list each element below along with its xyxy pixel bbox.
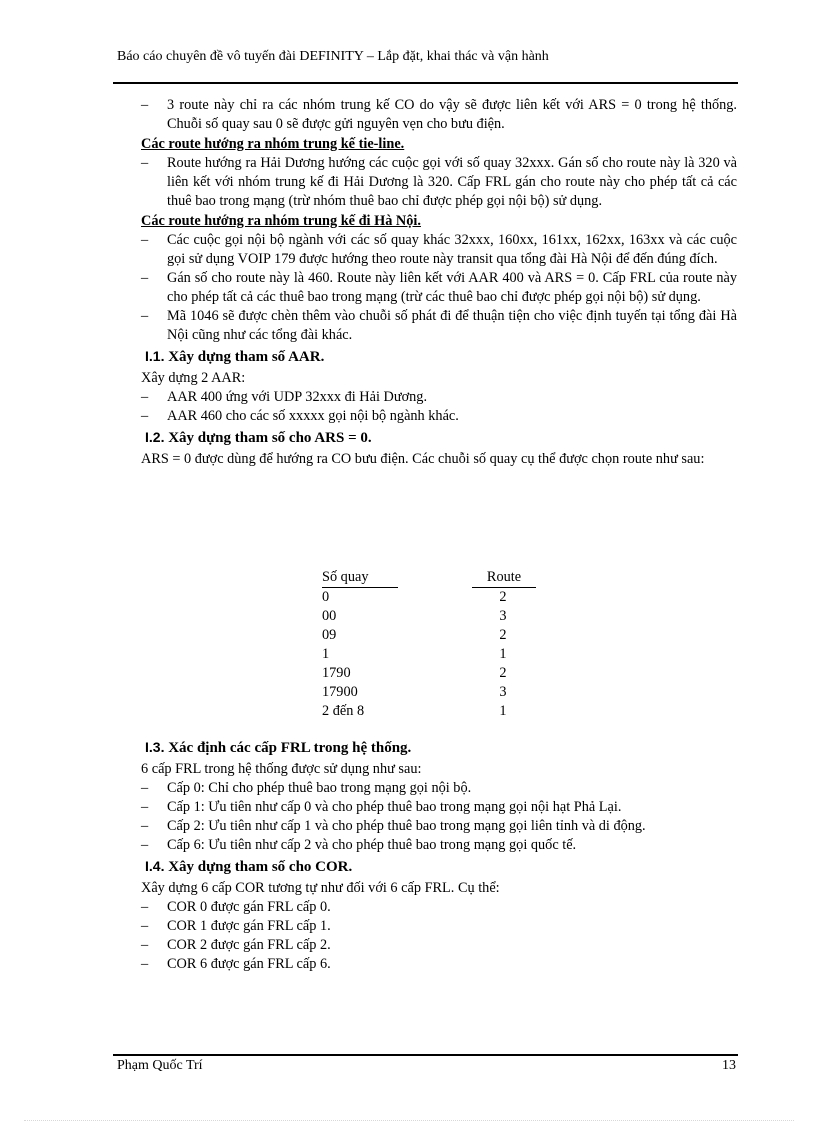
list-item-text: AAR 460 cho các số xxxxx gọi nội bộ ngành khác. — [167, 408, 459, 424]
list-item — [141, 836, 737, 855]
cell-number: 2 đến 8 — [322, 703, 365, 719]
table-header-row — [322, 568, 534, 588]
section-title: Xây dựng tham số cho ARS = 0. — [168, 430, 372, 446]
bullet-dash: – — [141, 155, 149, 171]
bullet-dash: – — [141, 389, 149, 405]
footer-rule — [113, 1054, 738, 1056]
list-item — [141, 955, 737, 974]
section-title: Xây dựng tham số cho COR. — [168, 859, 353, 875]
section-number: I.2. — [145, 429, 165, 445]
table-row — [322, 645, 534, 664]
tie-line-heading: Các route hướng ra nhóm trung kế tie-line. — [141, 136, 405, 152]
cell-route: 3 — [499, 608, 507, 624]
bullet-dash: – — [141, 918, 149, 934]
section-heading-aar — [141, 345, 737, 369]
section-intro: ARS = 0 được dùng để hướng ra CO bưu điện. Các chuỗi số quay cụ thể được chọn route như sau: — [141, 451, 705, 467]
list-item-text: COR 6 được gán FRL cấp 6. — [167, 956, 331, 972]
section-intro: 6 cấp FRL trong hệ thống được sử dụng như sau: — [141, 761, 422, 777]
list-item — [141, 154, 737, 211]
list-item — [141, 779, 737, 798]
column-header-route: Route — [472, 568, 536, 588]
route-table — [322, 568, 534, 721]
column-header-number: Số quay — [322, 568, 398, 588]
lower-content — [141, 736, 737, 974]
list-item — [141, 817, 737, 836]
bullet-dash: – — [141, 780, 149, 796]
page-edge-divider — [24, 1120, 794, 1121]
cell-route: 1 — [499, 646, 507, 662]
section-title: Xác định các cấp FRL trong hệ thống. — [168, 740, 412, 756]
section-intro: Xây dựng 2 AAR: — [141, 370, 246, 386]
section-heading-frl — [141, 736, 737, 760]
list-item-text: Gán số cho route này là 460. Route này liên kết với AAR 400 và ARS = 0. Cấp FRL của route này cho phép tất cả các thuê bao trong mạng (trừ các thuê bao chỉ được phép gọi nội bộ) sử dụng. — [167, 270, 737, 305]
list-item — [141, 798, 737, 817]
bullet-dash: – — [141, 899, 149, 915]
bullet-dash: – — [141, 956, 149, 972]
cell-route: 3 — [499, 684, 507, 700]
cell-number: 0 — [322, 589, 330, 605]
list-item-text: COR 0 được gán FRL cấp 0. — [167, 899, 331, 915]
cell-route: 1 — [499, 703, 507, 719]
bullet-dash: – — [141, 837, 149, 853]
table-row — [322, 664, 534, 683]
section-heading-ars — [141, 426, 737, 450]
list-item — [141, 898, 737, 917]
cell-route: 2 — [499, 665, 507, 681]
cell-route: 2 — [499, 627, 507, 643]
list-item — [141, 936, 737, 955]
page-header: Báo cáo chuyên đề vô tuyến đài DEFINITY – Lắp đặt, khai thác và vận hành — [117, 49, 549, 64]
list-item-text: COR 1 được gán FRL cấp 1. — [167, 918, 331, 934]
cell-number: 17900 — [322, 684, 358, 700]
list-item-text: Cấp 0: Chỉ cho phép thuê bao trong mạng gọi nội bộ. — [167, 780, 472, 796]
table-row — [322, 702, 534, 721]
header-rule — [113, 82, 738, 84]
hanoi-heading: Các route hướng ra nhóm trung kế đi Hà Nội. — [141, 213, 421, 229]
bullet-dash: – — [141, 97, 149, 113]
cell-route: 2 — [499, 589, 507, 605]
cell-number: 09 — [322, 627, 337, 643]
table-row — [322, 607, 534, 626]
cell-number: 00 — [322, 608, 337, 624]
list-item-text: COR 2 được gán FRL cấp 2. — [167, 937, 331, 953]
bullet-dash: – — [141, 232, 149, 248]
bullet-dash: – — [141, 408, 149, 424]
page-number: 13 — [722, 1058, 736, 1073]
list-item-text: AAR 400 ứng với UDP 32xxx đi Hải Dương. — [167, 389, 428, 405]
list-item-text: 3 route này chỉ ra các nhóm trung kế CO do vậy sẽ được liên kết với ARS = 0 trong hệ thống. Chuỗi số quay sau 0 sẽ được gửi nguyên vẹn cho bưu điện. — [167, 97, 737, 132]
list-item — [141, 269, 737, 307]
section-intro: Xây dựng 6 cấp COR tương tự như đối với 6 cấp FRL. Cụ thể: — [141, 880, 500, 896]
table-row — [322, 683, 534, 702]
list-item — [141, 96, 737, 134]
bullet-dash: – — [141, 799, 149, 815]
list-item-text: Cấp 1: Ưu tiên như cấp 0 và cho phép thuê bao trong mạng gọi nội hạt Phả Lại. — [167, 799, 622, 815]
list-item — [141, 388, 737, 407]
bullet-dash: – — [141, 937, 149, 953]
bullet-dash: – — [141, 270, 149, 286]
list-item — [141, 307, 737, 345]
section-number: I.4. — [145, 858, 165, 874]
list-item — [141, 231, 737, 269]
list-item-text: Route hướng ra Hải Dương hướng các cuộc gọi với số quay 32xxx. Gán số cho route này là 320 và liên kết với nhóm trung kế đi Hải Dương là 320. Cấp FRL gán cho route này cho phép tất cả các thuê bao trong mạng (trừ nhóm thuê bao chỉ được phép gọi nội bộ) sử dụng. — [167, 155, 737, 209]
table-row — [322, 626, 534, 645]
bullet-dash: – — [141, 308, 149, 324]
list-item — [141, 407, 737, 426]
footer-author: Phạm Quốc Trí — [117, 1058, 203, 1073]
list-item-text: Cấp 2: Ưu tiên như cấp 1 và cho phép thuê bao trong mạng gọi liên tỉnh và di động. — [167, 818, 646, 834]
list-item-text: Mã 1046 sẽ được chèn thêm vào chuỗi số phát đi để thuận tiện cho việc định tuyến tại tổng đài Hà Nội cũng như các tổng đài khác. — [167, 308, 737, 343]
table-row — [322, 588, 534, 607]
section-number: I.1. — [145, 348, 165, 364]
bullet-dash: – — [141, 818, 149, 834]
cell-number: 1790 — [322, 665, 351, 681]
section-heading-cor — [141, 855, 737, 879]
list-item-text: Cấp 6: Ưu tiên như cấp 2 và cho phép thuê bao trong mạng gọi quốc tế. — [167, 837, 577, 853]
upper-content — [141, 96, 737, 469]
list-item-text: Các cuộc gọi nội bộ ngành với các số quay khác 32xxx, 160xx, 161xx, 162xx, 163xx và các cuộc gọi sử dụng VOIP 179 được hướng theo route này transit qua tổng đài Hà Nội để đến đúng đích. — [167, 232, 737, 267]
list-item — [141, 917, 737, 936]
cell-number: 1 — [322, 646, 330, 662]
section-title: Xây dựng tham số AAR. — [168, 349, 325, 365]
section-number: I.3. — [145, 739, 165, 755]
